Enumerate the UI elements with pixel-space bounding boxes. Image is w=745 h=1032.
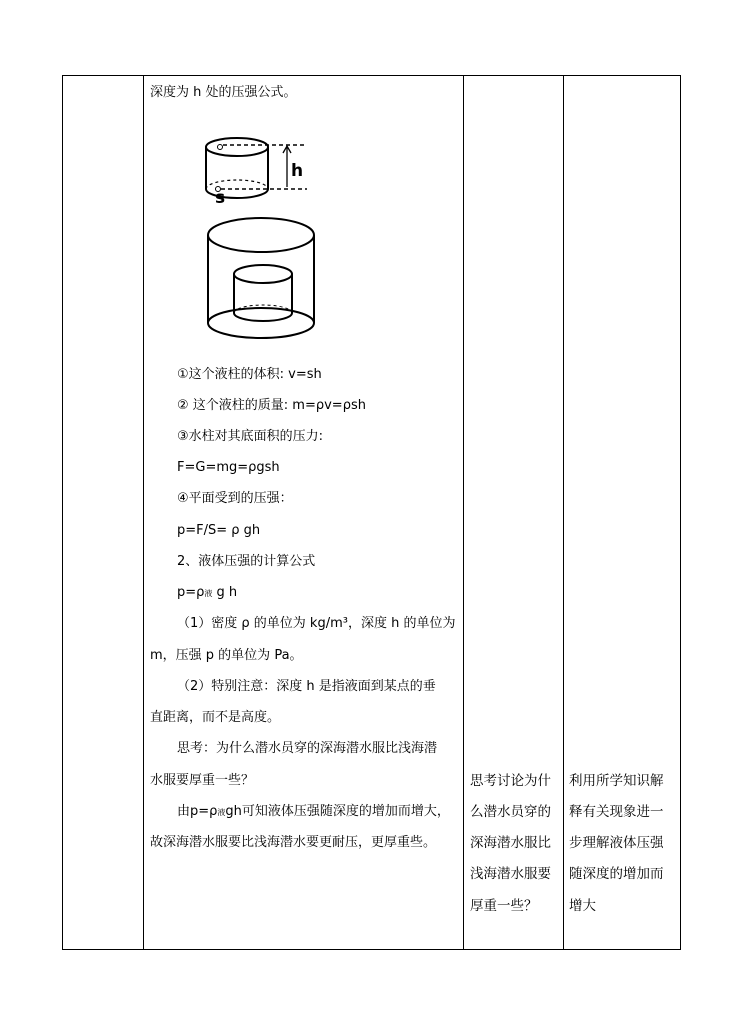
- step-mass: ② 这个液柱的质量: m=ρv=ρsh: [177, 398, 366, 413]
- note-units-line2: m，压强 p 的单位为 Pa。: [150, 648, 303, 663]
- activity-line: 思考讨论为什: [470, 773, 551, 789]
- intro-line: 深度为 h 处的压强公式。: [150, 85, 297, 100]
- label-s: s: [215, 188, 226, 208]
- step-force-label: ③水柱对其底面积的压力:: [177, 429, 324, 444]
- column-divider: [143, 76, 144, 949]
- intent-line: 随深度的增加而: [569, 866, 664, 882]
- liquid-column-figure: [193, 131, 323, 341]
- intent-line: 增大: [569, 898, 596, 914]
- activity-line: 深海潜水服比: [470, 835, 551, 851]
- answer-line1: 由p=ρ液gh可知液体压强随深度的增加而增大，: [177, 804, 450, 819]
- think-question-line2: 水服要厚重一些？: [150, 773, 255, 788]
- pressure-formula: p=ρ液 g h: [177, 585, 238, 600]
- intent-line: 利用所学知识解: [569, 773, 664, 789]
- note-units-line1: （1）密度 ρ 的单位为 kg/m³，深度 h 的单位为: [177, 616, 456, 631]
- step-pressure-label: ④平面受到的压强：: [177, 491, 293, 506]
- container-cylinder: [208, 218, 314, 338]
- note-depth-line2: 直距离，而不是高度。: [150, 710, 281, 725]
- note-depth-line1: （2）特别注意：深度 h 是指液面到某点的垂: [177, 679, 436, 694]
- lesson-table: [62, 75, 681, 950]
- teaching-content-cell: [147, 76, 463, 949]
- formula-heading: 2、液体压强的计算公式: [177, 554, 316, 569]
- activity-line: 浅海潜水服要: [470, 866, 551, 882]
- activity-line: 厚重一些？: [470, 898, 538, 914]
- intent-line: 步理解液体压强: [569, 835, 664, 851]
- step-pressure-formula: p=F/S= ρ gh: [177, 523, 261, 538]
- design-intent-cell: [561, 76, 680, 949]
- activity-line: 么潜水员穿的: [470, 804, 551, 820]
- intent-line: 释有关现象进一: [569, 804, 664, 820]
- step-force-formula: F=G=mg=ρgsh: [177, 460, 280, 475]
- answer-line2: 故深海潜水服要比浅海潜水要更耐压，更厚重些。: [150, 835, 437, 850]
- step-volume: ①这个液柱的体积: v=sh: [177, 367, 322, 382]
- label-h: h: [291, 161, 304, 181]
- think-question-line1: 思考：为什么潜水员穿的深海潜水服比浅海潜: [177, 741, 438, 756]
- student-activity-cell: [464, 76, 560, 949]
